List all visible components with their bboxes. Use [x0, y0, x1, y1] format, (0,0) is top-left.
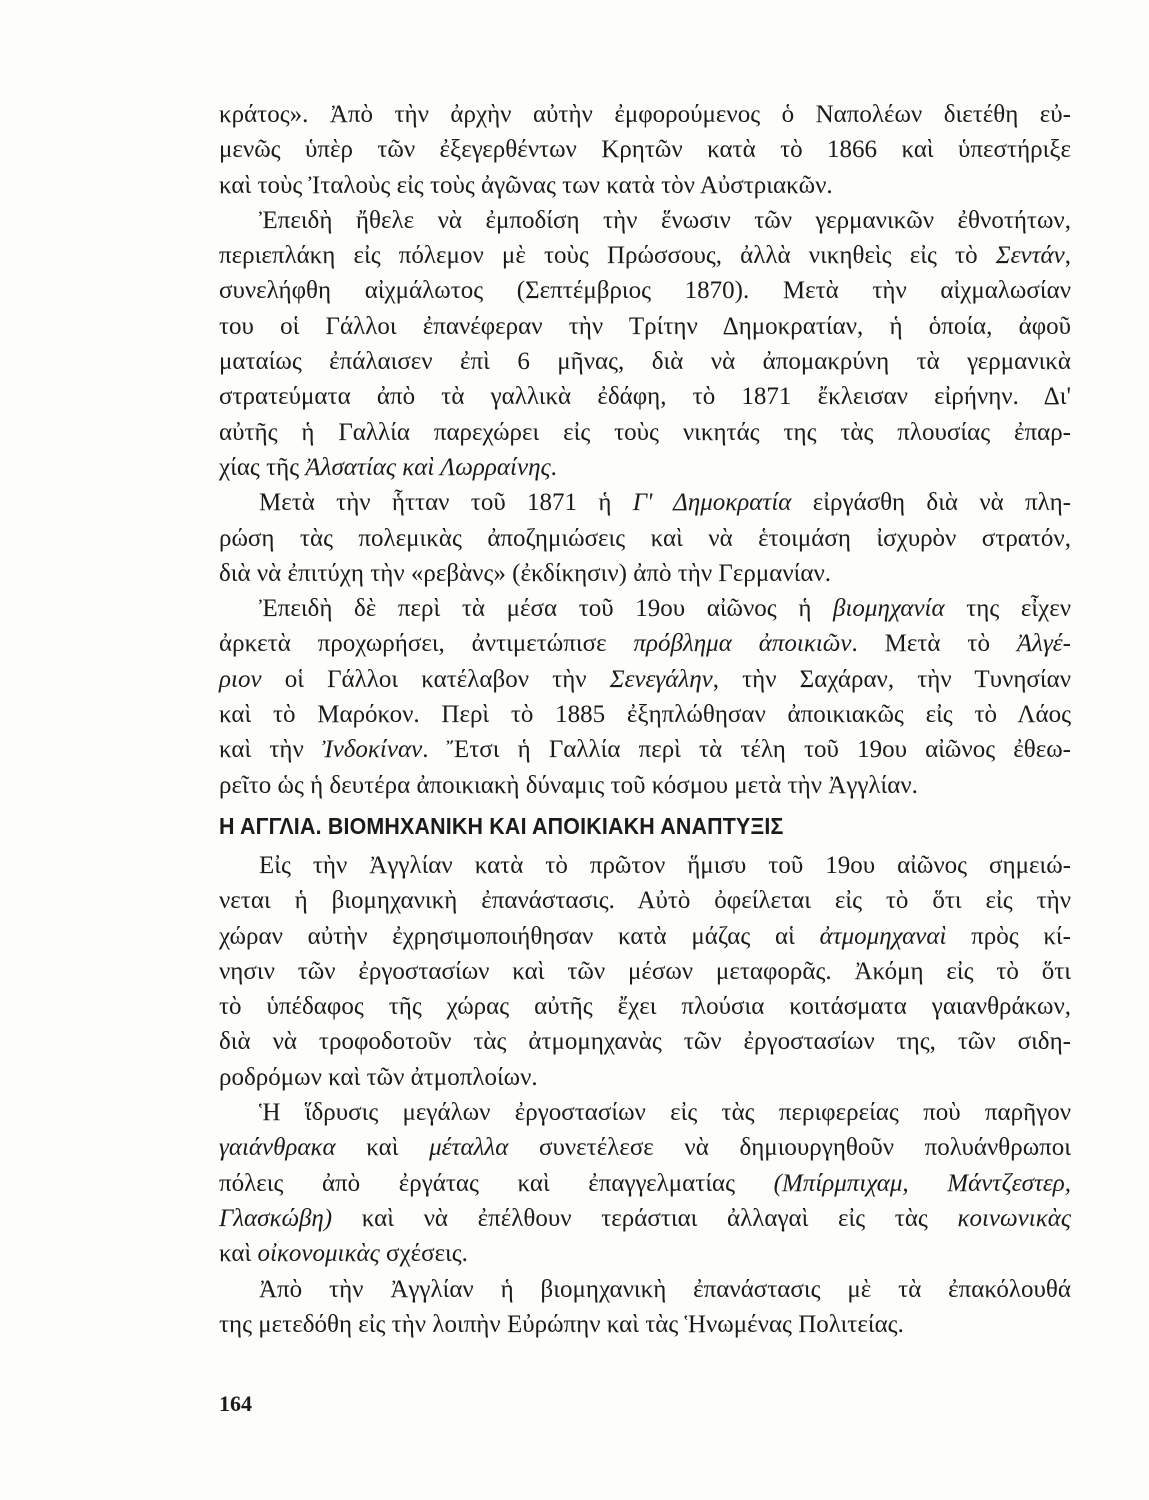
text: . Μετὰ τὸ: [851, 630, 1017, 658]
italic-text: Ἀλγέ-: [1016, 630, 1071, 658]
paragraph: [219, 848, 1071, 1095]
text: Ἐπειδὴ ἤθελε νὰ ἐμποδίση τὴν ἕνωσιν τῶν γερμανικῶν ἐθνοτήτων,: [259, 206, 1071, 234]
text-line: [219, 626, 1071, 661]
text: περιεπλάκη εἰς πόλεμον μὲ τοὺς Πρώσσους, ἀλλὰ νικηθεὶς εἰς τὸ: [219, 242, 996, 270]
text: ἀρκετὰ προχωρήσει, ἀντιμετώπισε: [219, 630, 634, 658]
text: συνελήφθη αἰχμάλωτος (Σεπτέμβριος 1870). Μετὰ τὴν αἰχμαλωσίαν: [219, 277, 1071, 305]
text-line: [219, 1095, 1071, 1130]
paragraph: [219, 591, 1071, 803]
paragraph: [219, 1272, 1071, 1343]
text-line: [219, 883, 1071, 918]
text: οἱ Γάλλοι κατέλαβον τὴν: [261, 665, 610, 693]
text-line: [219, 450, 1071, 485]
text: τὸ ὑπέδαφος τῆς χώρας αὐτῆς ἔχει πλούσια κοιτάσματα γαιανθράκων,: [219, 993, 1071, 1021]
text: ,: [1064, 242, 1071, 270]
italic-text: ἀτμομηχαναὶ: [819, 922, 947, 950]
text: , τὴν Σαχάραν, τὴν Τυνησίαν: [712, 665, 1071, 693]
text-line: [219, 989, 1071, 1024]
text-line: [219, 521, 1071, 556]
text-line: [219, 1166, 1071, 1201]
text-line: [219, 1307, 1071, 1342]
italic-text: ριον: [219, 665, 262, 693]
text: καὶ τὸ Μαρόκον. Περὶ τὸ 1885 ἐξηπλώθησαν ἀποικιακῶς εἰς τὸ Λάος: [219, 701, 1071, 729]
paragraph: [219, 203, 1071, 485]
section-heading: Η ΑΓΓΛΙΑ. ΒΙΟΜΗΧΑΝΙΚΗ ΚΑΙ ΑΠΟΙΚΙΑΚΗ ΑΝΑΠΤΥΞΙΣ: [219, 812, 784, 839]
text-line: [219, 415, 1071, 450]
text-line: [219, 1201, 1071, 1236]
text-line: [219, 168, 1071, 203]
text: ματαίως ἐπάλαισεν ἐπὶ 6 μῆνας, διὰ νὰ ἀπομακρύνη τὰ γερμανικὰ: [219, 348, 1071, 376]
text-line: [219, 1236, 1071, 1271]
text: Μετὰ τὴν ἧτταν τοῦ 1871 ἡ: [259, 489, 633, 517]
text: της εἶχεν: [944, 595, 1071, 623]
italic-text: Ἰνδοκίναν: [321, 736, 423, 764]
text-line: [219, 379, 1071, 414]
text: Εἰς τὴν Ἀγγλίαν κατὰ τὸ πρῶτον ἥμισυ τοῦ 19ου αἰῶνος σημειώ-: [259, 851, 1071, 879]
text: εἰργάσθη διὰ νὰ πλη-: [791, 489, 1071, 517]
text-line: [219, 1060, 1071, 1095]
text: χίας τῆς: [219, 453, 306, 481]
text: καὶ τοὺς Ἰταλοὺς εἰς τοὺς ἀγῶνας των κατὰ τὸν Αὐστριακῶν.: [219, 171, 833, 199]
text: στρατεύματα ἀπὸ τὰ γαλλικὰ ἐδάφη, τὸ 1871 ἔκλεισαν εἰρήνην. Δι': [219, 383, 1071, 411]
text: πρὸς κί-: [946, 922, 1071, 950]
italic-text: Ἀλσατίας καὶ Λωρραίνης: [305, 453, 551, 481]
text-line: [219, 309, 1071, 344]
italic-text: κοινωνικὰς: [957, 1204, 1071, 1232]
paragraph: [219, 97, 1071, 203]
text-line: [219, 485, 1071, 520]
text: καὶ: [335, 1134, 430, 1162]
text: Ἐπειδὴ δὲ περὶ τὰ μέσα τοῦ 19ου αἰῶνος ἡ: [259, 595, 834, 623]
italic-text: (Μπίρμπιχαμ, Μάντζεστερ,: [773, 1169, 1071, 1197]
text-line: [219, 238, 1071, 273]
text: αὐτῆς ἡ Γαλλία παρεχώρει εἰς τοὺς νικητάς της τὰς πλουσίας ἐπαρ-: [219, 418, 1071, 446]
italic-text: βιομηχανία: [833, 595, 945, 623]
text: κράτος». Ἀπὸ τὴν ἀρχὴν αὐτὴν ἐμφορούμενος ὁ Ναπολέων διετέθη εὐ-: [219, 101, 1071, 128]
text: καὶ νὰ ἐπέλθουν τεράστιαι ἀλλαγαὶ εἰς τὰς: [332, 1204, 958, 1232]
text: καὶ τὴν: [219, 736, 322, 764]
text-line: [219, 203, 1071, 238]
italic-text: Γ' Δημοκρατία: [632, 489, 792, 517]
text: πόλεις ἀπὸ ἐργάτας καὶ ἐπαγγελματίας: [219, 1169, 774, 1197]
text-line: [219, 273, 1071, 308]
text: Ἀπὸ τὴν Ἀγγλίαν ἡ βιομηχανικὴ ἐπανάστασις μὲ τὰ ἐπακόλουθά: [259, 1275, 1071, 1303]
text-line: [219, 556, 1071, 591]
italic-text: πρόβλημα ἀποικιῶν: [633, 630, 852, 658]
paragraph: [219, 485, 1071, 591]
text-line: [219, 848, 1071, 883]
text-line: [219, 97, 1071, 132]
text: ρώση τὰς πολεμικὰς ἀποζημιώσεις καὶ νὰ ἑτοιμάση ἰσχυρὸν στρατόν,: [219, 524, 1071, 552]
italic-text: οἰκονομικὰς: [257, 1240, 380, 1268]
text: μενῶς ὑπὲρ τῶν ἐξεγερθέντων Κρητῶν κατὰ τὸ 1866 καὶ ὑπεστήριξε: [219, 136, 1071, 164]
text-line: [219, 132, 1071, 167]
text-line: [219, 1130, 1071, 1165]
text: ρεῖτο ὡς ἡ δευτέρα ἀποικιακὴ δύναμις τοῦ κόσμου μετὰ τὴν Ἀγγλίαν.: [219, 771, 918, 799]
text: νησιν τῶν ἐργοστασίων καὶ τῶν μέσων μεταφορᾶς. Ἀκόμη εἰς τὸ ὅτι: [219, 957, 1071, 985]
text-line: [219, 591, 1071, 626]
text: νεται ἡ βιομηχανικὴ ἐπανάστασις. Αὐτὸ ὀφείλεται εἰς τὸ ὅτι εἰς τὴν: [219, 887, 1071, 915]
text-line: [219, 768, 1071, 803]
text-line: [219, 344, 1071, 379]
text-line: [219, 732, 1071, 767]
text: ροδρόμων καὶ τῶν ἀτμοπλοίων.: [219, 1063, 538, 1091]
text: .: [550, 453, 557, 481]
text-line: [219, 919, 1071, 954]
text-line: [219, 697, 1071, 732]
page-body: [219, 97, 1071, 1342]
text-line: [219, 954, 1071, 989]
text: της μετεδόθη εἰς τὴν λοιπὴν Εὐρώπην καὶ τὰς Ἡνωμένας Πολιτείας.: [219, 1310, 904, 1338]
text-line: [219, 1024, 1071, 1059]
text: συνετέλεσε νὰ δημιουργηθοῦν πολυάνθρωποι: [508, 1134, 1072, 1162]
italic-text: μέταλλα: [429, 1134, 509, 1162]
page-number: 164: [219, 1391, 252, 1416]
italic-text: Σενεγάλην: [609, 665, 713, 693]
text: διὰ νὰ ἐπιτύχη τὴν «ρεβὰνς» (ἐκδίκησιν) ἀπὸ τὴν Γερμανίαν.: [219, 559, 831, 587]
text: χώραν αὐτὴν ἐχρησιμοποιήθησαν κατὰ μάζας αἱ: [219, 922, 820, 950]
italic-text: γαιάνθρακα: [219, 1134, 336, 1162]
text: σχέσεις.: [379, 1240, 468, 1268]
italic-text: Γλασκώβη): [219, 1204, 333, 1232]
italic-text: Σεντάν: [995, 242, 1065, 270]
text: . Ἔτσι ἡ Γαλλία περὶ τὰ τέλη τοῦ 19ου αἰῶνος ἐθεω-: [422, 736, 1071, 764]
text: Ἡ ἵδρυσις μεγάλων ἐργοστασίων εἰς τὰς περιφερείας ποὺ παρῆγον: [259, 1099, 1071, 1127]
text: καὶ: [219, 1240, 258, 1268]
text: διὰ νὰ τροφοδοτοῦν τὰς ἀτμομηχανὰς τῶν ἐργοστασίων της, τῶν σιδη-: [219, 1028, 1071, 1056]
text: του οἱ Γάλλοι ἐπανέφεραν τὴν Τρίτην Δημοκρατίαν, ἡ ὁποία, ἀφοῦ: [219, 312, 1071, 340]
paragraph: [219, 1095, 1071, 1271]
text-line: [219, 662, 1071, 697]
text-line: [219, 1272, 1071, 1307]
